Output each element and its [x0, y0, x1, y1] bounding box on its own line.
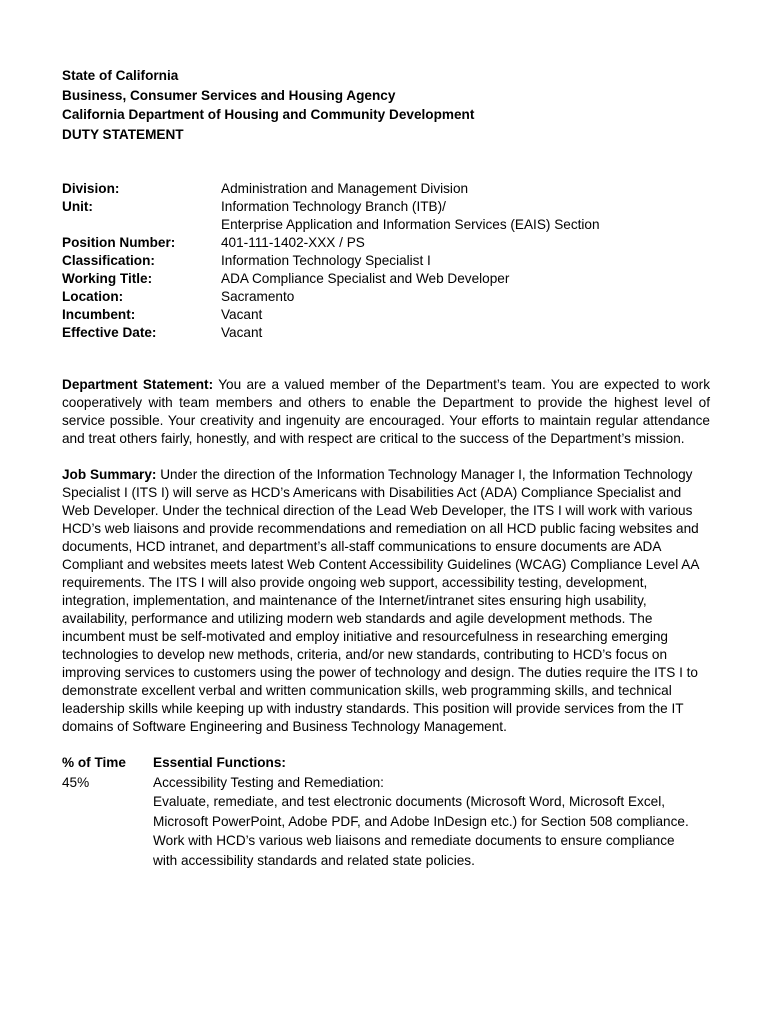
location-row: [62, 288, 710, 306]
effective-date-row: [62, 324, 710, 342]
unit-label: Unit:: [62, 199, 93, 214]
percent-time-header: % of Time: [62, 755, 126, 770]
position-number-label: Position Number:: [62, 235, 176, 250]
effective-date-label: Effective Date:: [62, 325, 157, 340]
classification-value: Information Technology Specialist I: [221, 253, 431, 268]
unit-row: [62, 198, 710, 234]
position-number-row: [62, 234, 710, 252]
effective-date-value: Vacant: [221, 325, 263, 340]
division-value: Administration and Management Division: [221, 181, 469, 196]
job-summary-label: Job Summary:: [62, 467, 157, 482]
incumbent-value: Vacant: [221, 307, 263, 322]
position-number-value: 401-111-1402-XXX / PS: [221, 235, 365, 250]
job-summary-text: Under the direction of the Information Technology Manager I, the Information Technology Specialist I (ITS I) will serve as HCD’s Americans with Disabilities Act (ADA) Compliance Specialist and Web Developer. Under the technical direction of the Lead Web Developer, the ITS I will work with various HCD’s web liaisons and provide recommendations and remediation on all HCD public facing websites and documents, HCD intranet, and department’s all-staff communications to ensure documents are ADA Compliant and websites meets latest Web Content Accessibility Guidelines (WCAG) Compliance Level AA requirements. The ITS I will also provide ongoing web support, accessibility testing, development, integration, implementation, and maintenance of the Internet/intranet sites ensuring high usability, availability, performance and utilizing modern web standards and agile development methods. The incumbent must be self-motivated and employ initiative and resourcefulness in researching emerging technologies to develop new methods, criteria, and/or new standards, contributing to HCD’s focus on improving services to customers using the power of technology and design. The duties require the ITS I to demonstrate excellent verbal and written communication skills, web programming skills, and technical leadership skills while keeping up with industry standards. This position will provide services from the IT domains of Software Engineering and Business Technology Management.: [62, 467, 699, 734]
department-line: California Department of Housing and Community Development: [62, 107, 475, 122]
function-title: Accessibility Testing and Remediation:: [153, 774, 384, 790]
function-description: Evaluate, remediate, and test electronic documents (Microsoft Word, Microsoft Excel, Microsoft PowerPoint, Adobe PDF, and Adobe InDesign etc.) for Section 508 compliance. Work with HCD’s various web liaisons and remediate documents to ensure compliance with accessibility standards and related state policies.: [153, 794, 689, 868]
classification-label: Classification:: [62, 253, 155, 268]
function-percent: 45%: [62, 774, 90, 790]
job-summary: [62, 466, 710, 736]
classification-row: [62, 252, 710, 270]
unit-value-line2: Enterprise Application and Information Services (EAIS) Section: [221, 217, 600, 232]
division-row: [62, 180, 710, 198]
functions-header-row: [62, 753, 710, 773]
position-fields: [62, 180, 710, 342]
location-label: Location:: [62, 289, 124, 304]
duty-statement-page: [62, 66, 710, 870]
location-value: Sacramento: [221, 289, 295, 304]
essential-functions-header: Essential Functions:: [153, 755, 286, 770]
working-title-row: [62, 270, 710, 288]
department-statement-text: You are a valued member of the Department’s team. You are expected to work cooperatively with team members and others to enable the Department to provide the highest level of service possible. Your creativity and ingenuity are encouraged. Your efforts to maintain regular attendance and treat others fairly, honestly, and with respect are critical to the success of the Department’s mission.: [62, 377, 710, 446]
incumbent-row: [62, 306, 710, 324]
document-header: [62, 66, 710, 144]
working-title-value: ADA Compliance Specialist and Web Developer: [221, 271, 510, 286]
division-label: Division:: [62, 181, 120, 196]
function-row: [62, 773, 710, 871]
department-statement-label: Department Statement:: [62, 377, 214, 392]
unit-value-line1: Information Technology Branch (ITB)/: [221, 199, 446, 214]
essential-functions-table: [62, 753, 710, 870]
agency-line: Business, Consumer Services and Housing Agency: [62, 87, 396, 103]
state-line: State of California: [62, 68, 179, 83]
working-title-label: Working Title:: [62, 271, 153, 286]
incumbent-label: Incumbent:: [62, 307, 136, 322]
department-statement: [62, 376, 710, 448]
document-title: DUTY STATEMENT: [62, 126, 184, 142]
